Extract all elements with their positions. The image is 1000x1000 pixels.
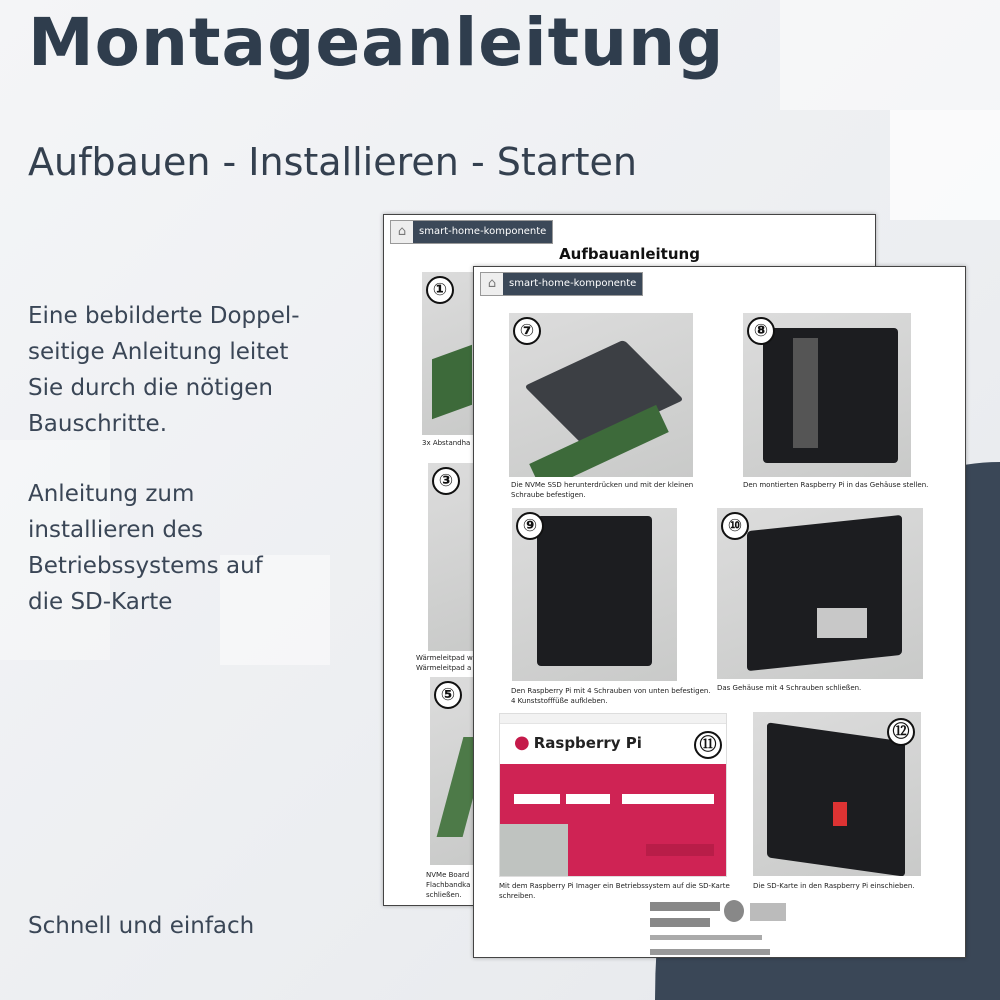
step-caption: Das Gehäuse mit 4 Schrauben schließen. [717, 684, 862, 692]
step-photo [717, 508, 923, 679]
description-paragraph-2: Anleitung zum installieren des Betriebssystems auf die SD-Karte [28, 481, 263, 615]
step-photo [743, 313, 911, 477]
step-photo [753, 712, 921, 876]
logo-text: smart-home-komponente [503, 273, 642, 295]
step-caption: 3x Abstandha [422, 439, 471, 447]
step-caption: Wärmeleitpad w Wärmeleitpad a [416, 654, 473, 672]
page-subtitle: Aufbauen - Installieren - Starten [28, 140, 638, 184]
brand-logo [390, 220, 553, 244]
raspberry-icon: ● [514, 732, 530, 753]
brand-logo [480, 272, 643, 296]
page-title: Montageanleitung [28, 4, 725, 81]
imager-brand: Raspberry Pi [533, 733, 642, 752]
step-photo [512, 508, 677, 681]
step-caption: Die NVMe SSD herunterdrücken und mit der kleinen Schraube befestigen. [511, 481, 694, 499]
house-icon: ⌂ [481, 273, 503, 295]
house-icon: ⌂ [391, 221, 413, 243]
step-number: ⑪ [694, 731, 722, 759]
raspberry-pi-imager-screenshot [499, 713, 727, 877]
logo-text: smart-home-komponente [413, 221, 552, 243]
step-caption: Mit dem Raspberry Pi Imager ein Betriebssystem auf die SD-Karte schreiben. [499, 882, 730, 900]
step-number: ③ [432, 467, 460, 495]
step-number: ⑤ [434, 681, 462, 709]
background-tile [890, 110, 1000, 220]
imager-panel [500, 764, 727, 877]
step-number: ① [426, 276, 454, 304]
step-caption: Den Raspberry Pi mit 4 Schrauben von unten befestigen. 4 Kunststofffüße aufkleben. [511, 687, 711, 705]
step-number: ⑩ [721, 512, 749, 540]
description-paragraph-1: Eine bebilderte Doppel- seitige Anleitung leitet Sie durch die nötigen Bauschritte. [28, 303, 300, 437]
step-caption: Die SD-Karte in den Raspberry Pi einschieben. [753, 882, 915, 890]
step-number: ⑧ [747, 317, 775, 345]
step-caption: NVMe Board Flachbandka schließen. [426, 871, 471, 899]
step-caption: Den montierten Raspberry Pi in das Gehäuse stellen. [743, 481, 929, 489]
step-number: ⑨ [516, 512, 544, 540]
footer-tagline: Schnell und einfach [28, 913, 255, 939]
page-heading: Aufbauanleitung [559, 245, 700, 263]
step-photo [509, 313, 693, 477]
background-tile [780, 0, 1000, 110]
step-number: ⑫ [887, 718, 915, 746]
step-number: ⑦ [513, 317, 541, 345]
front-instruction-page [473, 266, 966, 958]
